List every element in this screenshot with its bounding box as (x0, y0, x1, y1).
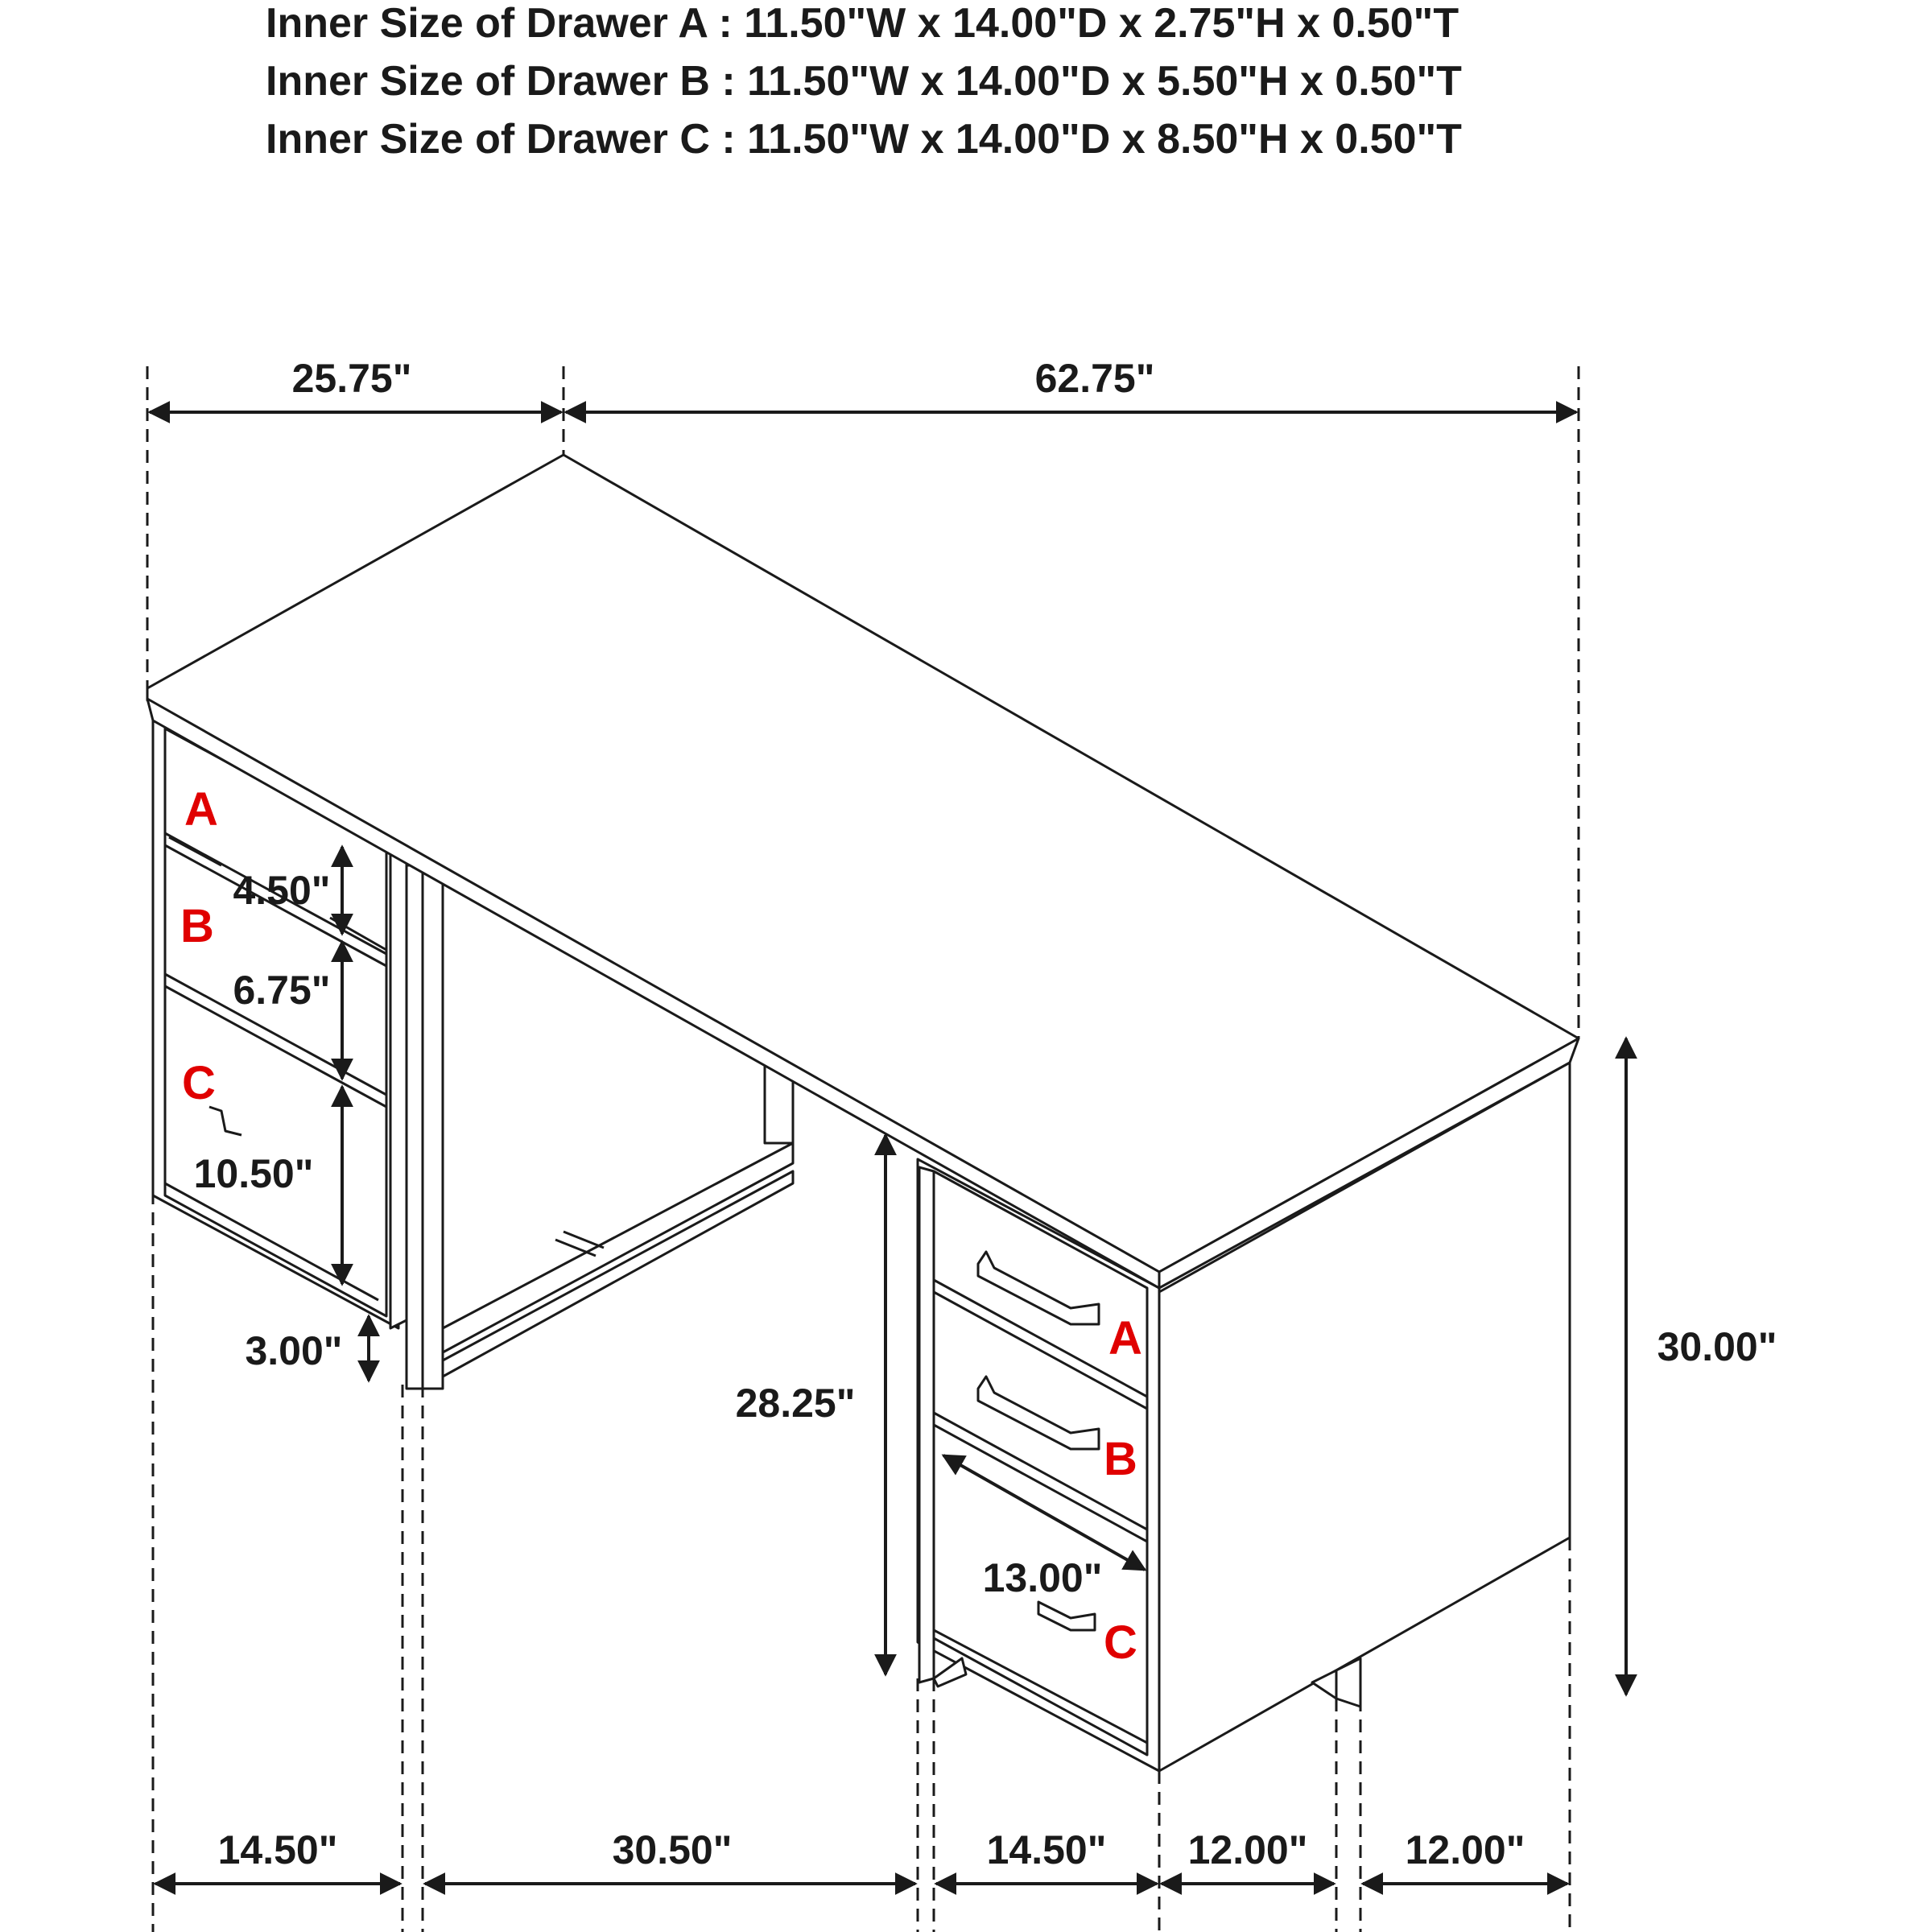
left-drawer-c-label: C (182, 1057, 216, 1109)
drawer-a-height-label: 4.50" (233, 868, 331, 913)
drawer-b-inner-size: Inner Size of Drawer B : 11.50"W x 14.00"D x 5.50"H x 0.50"T (266, 58, 1462, 105)
bottom-dim-4: 12.00" (1187, 1827, 1308, 1872)
drawer-width-label: 13.00" (982, 1555, 1103, 1600)
width-dimension-label: 62.75" (1034, 356, 1155, 401)
bottom-dim-2: 30.50" (612, 1827, 733, 1872)
drawer-b-height-label: 6.75" (233, 968, 331, 1013)
right-drawer-b-label: B (1104, 1433, 1137, 1485)
bottom-dim-5: 12.00" (1405, 1827, 1525, 1872)
bottom-dim-3: 14.50" (986, 1827, 1107, 1872)
desk-body (147, 455, 1579, 1771)
drawer-c-inner-size: Inner Size of Drawer C : 11.50"W x 14.00"D x 8.50"H x 0.50"T (266, 116, 1462, 163)
drawer-a-inner-size: Inner Size of Drawer A : 11.50"W x 14.00"D x 2.75"H x 0.50"T (266, 0, 1459, 47)
left-drawer-a-label: A (184, 783, 218, 836)
left-drawer-b-label: B (180, 900, 214, 952)
knee-height-label: 28.25" (735, 1381, 856, 1426)
bottom-dim-1: 14.50" (217, 1827, 338, 1872)
drawer-c-height-label: 10.50" (193, 1151, 314, 1196)
floor-clearance-label: 3.00" (245, 1328, 343, 1373)
depth-dimension-label: 25.75" (291, 356, 412, 401)
total-height-label: 30.00" (1657, 1324, 1777, 1369)
right-drawer-a-label: A (1108, 1312, 1142, 1364)
right-drawer-c-label: C (1104, 1616, 1137, 1669)
